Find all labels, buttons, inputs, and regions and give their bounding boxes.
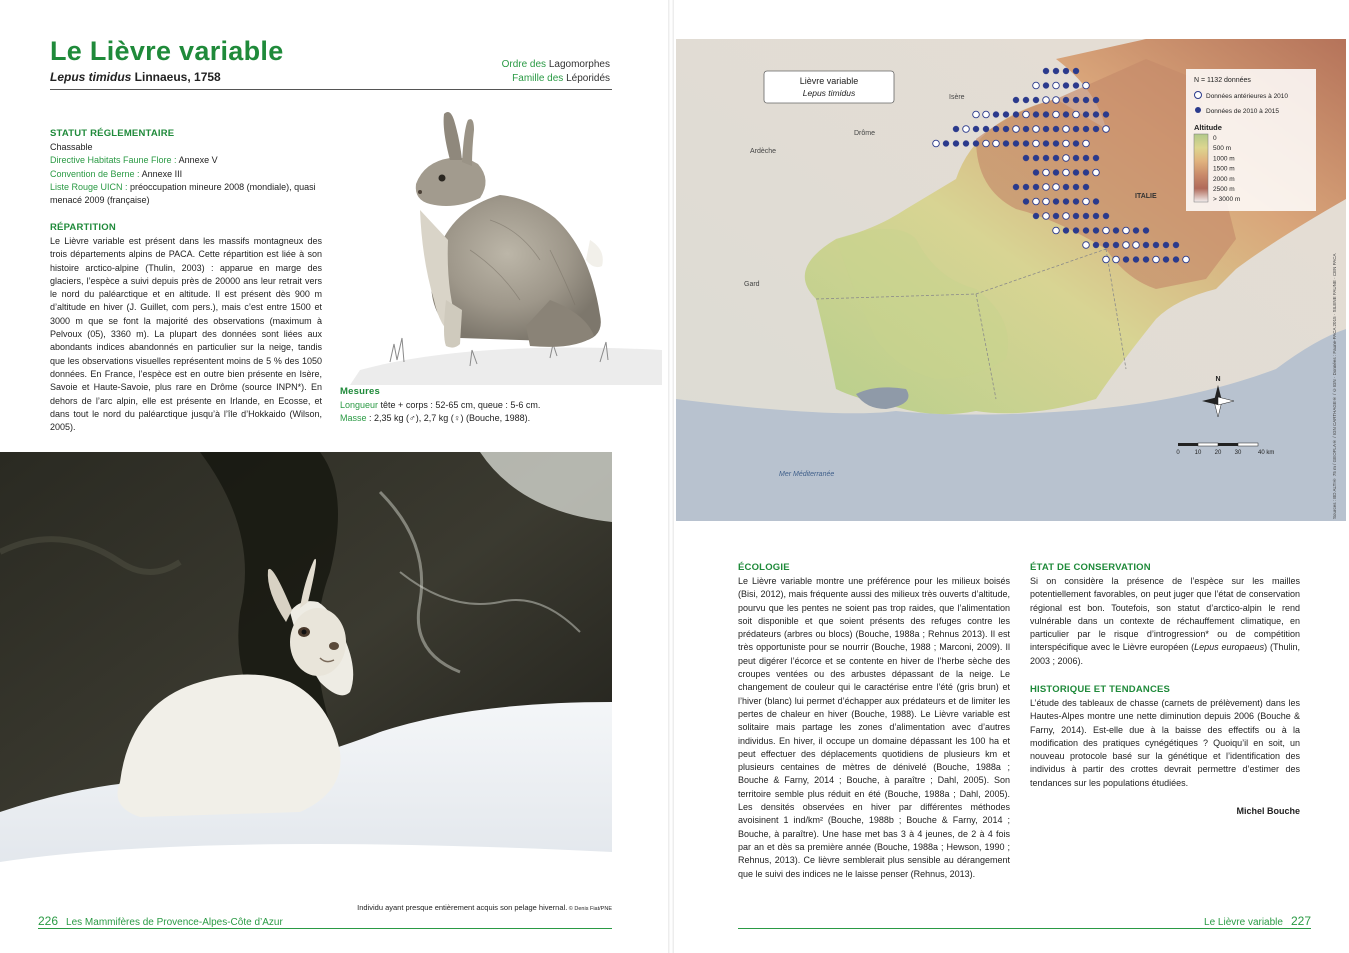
occurrence-dot [1033,112,1039,118]
occurrence-dot [1033,184,1039,190]
occurrence-dot [1073,184,1079,190]
dhff-label: Directive Habitats Faune Flore : [50,155,177,166]
repartition-section [50,222,322,434]
occurrence-dot [1053,199,1059,205]
occurrence-dot [1053,97,1060,104]
legend-after: Données de 2010 à 2015 [1206,108,1280,115]
occurrence-dot [1063,184,1069,190]
occurrence-dot [973,141,979,147]
etat-text-end: ) (Thulin, 2003 ; 2006). [1030,642,1300,666]
occurrence-dot [1043,213,1050,220]
berne-label: Convention de Berne : [50,168,140,179]
distribution-map [676,39,1346,521]
occurrence-dot [1063,97,1069,103]
label-drome: Drôme [854,130,876,137]
occurrence-dot [1073,97,1079,103]
occurrence-dot [1123,257,1129,263]
family-value: Léporidés [566,73,610,84]
occurrence-dot [1013,112,1019,118]
occurrence-dot [1043,155,1049,161]
legend-before-dot [1195,92,1202,99]
hare-illustration [350,100,662,385]
etat-latin: Lepus europaeus [1194,642,1265,653]
order-line [502,58,610,72]
photo-caption [300,903,612,912]
occurrence-dot [1053,213,1059,219]
ecologie-section [738,562,1010,881]
altitude-tick-label: 2000 m [1213,175,1235,183]
altitude-tick-label: 1500 m [1213,165,1235,173]
legend-after-dot [1195,107,1201,113]
occurrence-dot [993,140,1000,147]
occurrence-dot [1063,112,1069,118]
occurrence-dot [933,140,940,147]
scale-tick-label: 10 [1194,450,1202,456]
occurrence-dot [1103,112,1109,118]
occurrence-dot [963,126,970,133]
occurrence-dot [1013,184,1019,190]
berne-value: Annexe III [139,168,183,179]
occurrence-dot [1073,141,1079,147]
occurrence-dot [1013,126,1020,133]
etat-text-main: Si on considère la présence de l’espèce sur les mailles potentiellement favorables, on peut juger que l’état de conservation régional est bon. Toutefois, son statut d’arctico-alpin le rend vulnérable dans un contexte de réchauffement climatique, en particulier par le risque d’introgression* ou de compétition interspécifique avec le Lièvre européen ( [1030,576,1300,653]
occurrence-dot [983,111,990,118]
occurrence-dot [953,126,959,132]
occurrence-dot [1073,155,1079,161]
occurrence-dot [1083,112,1089,118]
occurrence-dot [1173,257,1179,263]
occurrence-dot [1033,198,1040,205]
occurrence-dot [1033,170,1039,176]
occurrence-dot [1093,112,1099,118]
occurrence-dot [1063,228,1069,234]
occurrence-dot [1083,82,1090,89]
occurrence-dot [1093,97,1099,103]
occurrence-dot [1103,227,1110,234]
occurrence-dot [1013,97,1019,103]
order-value: Lagomorphes [548,59,610,70]
statut-heading: STATUT RÉGLEMENTAIRE [50,128,175,139]
species-footer: Le Lièvre variable [1204,917,1283,928]
occurrence-dot [1083,213,1089,219]
occurrence-dot [1123,242,1130,249]
family-line [502,72,610,86]
latin-author: Linnaeus, 1758 [131,70,221,84]
occurrence-dot [1103,242,1109,248]
map-legend [1186,69,1316,211]
occurrence-dot [973,126,979,132]
repartition-heading: RÉPARTITION [50,222,116,233]
occurrence-dot [1083,140,1090,147]
occurrence-dot [1113,228,1119,234]
occurrence-dot [1043,126,1049,132]
masse-value: : 2,35 kg (♂), 2,7 kg (♀) (Bouche, 1988). [366,413,531,424]
map-credit: Sources : BD ALTI® 75 m / GEOFLA® / IGN CARTHAGE® / ©IGN · Données : Faune-PACA 2015 · SILENE FAUNE · CEN PACA [1332,253,1337,519]
map-title-box [764,71,894,103]
occurrence-dot [1023,97,1029,103]
occurrence-dot [1073,126,1079,132]
occurrence-dot [1063,126,1070,133]
title-divider [50,89,612,90]
occurrence-dot [1023,126,1029,132]
statut-line-dhff [50,154,340,167]
occurrence-dot [1183,256,1190,263]
occurrence-dot [1003,126,1009,132]
etat-heading: ÉTAT DE CONSERVATION [1030,562,1151,573]
occurrence-dot [1093,199,1099,205]
label-ardeche: Ardèche [750,148,777,155]
occurrence-dot [1133,257,1139,263]
occurrence-dot [1093,228,1099,234]
occurrence-dot [1073,199,1079,205]
occurrence-dot [1043,112,1049,118]
legend-n: N = 1132 données [1194,77,1251,84]
occurrence-dot [1083,170,1089,176]
label-gard: Gard [744,281,760,288]
occurrence-dot [1003,112,1009,118]
etat-text [1030,575,1300,668]
label-isere: Isère [949,94,965,101]
occurrence-dot [1163,257,1169,263]
occurrence-dot [1033,140,1040,147]
occurrence-dot [1053,227,1060,234]
occurrence-dot [1033,82,1040,89]
occurrence-dot [1063,68,1069,74]
occurrence-dot [1173,242,1179,248]
photo-credit: © Denis Fiat/PNE [567,906,612,912]
occurrence-dot [1033,126,1040,133]
uicn-label: Liste Rouge UICN : [50,181,128,192]
statut-line-uicn [50,181,340,208]
occurrence-dot [1083,126,1089,132]
occurrence-dot [1043,68,1049,74]
occurrence-dot [1143,257,1149,263]
map-canvas [676,39,1346,521]
historique-text: L’étude des tableaux de chasse (carnets de prélèvement) dans les Hautes-Alpes montre une nette diminution depuis 2006 (Bouche & Farny, 2014). Est-elle due à la baisse des effectifs ou à la modification des pratiques cynégétiques ? Quoiqu’il en soit, un nouveau protocole basé sur la génétique et l’identification des individus à partir des crottes devrait permettre d’estimer des tendances sur les populations étudiées. [1030,698,1300,788]
mesures-section [340,386,610,426]
longueur-label: Longueur [340,400,379,410]
occurrence-dot [1073,228,1079,234]
occurrence-dot [1073,170,1079,176]
occurrence-dot [953,141,959,147]
occurrence-dot [1053,82,1060,89]
altitude-tick-label: 500 m [1213,145,1232,153]
occurrence-dot [1033,155,1039,161]
occurrence-dot [1153,256,1160,263]
historique-heading: HISTORIQUE ET TENDANCES [1030,684,1171,695]
occurrence-dot [1053,155,1059,161]
photo-caption-text: Individu ayant presque entièrement acquis son pelage hivernal. [357,903,568,912]
occurrence-dot [1053,170,1059,176]
ecologie-heading: ÉCOLOGIE [738,562,790,573]
occurrence-dot [1143,242,1149,248]
hare-snow-photo [0,452,612,900]
left-page [0,0,668,953]
longueur-value: tête + corps : 52-65 cm, queue : 5-6 cm. [378,400,541,410]
family-label: Famille des [512,73,564,84]
occurrence-dot [1103,256,1110,263]
scale-tick-label: 20 [1214,450,1222,456]
right-footer-rule [738,928,1311,929]
occurrence-dot [1133,228,1139,234]
altitude-tick-label: > 3000 m [1213,196,1241,204]
scale-tick-label: 0 [1176,450,1180,456]
occurrence-dot [1083,242,1090,249]
occurrence-dot [1043,198,1050,205]
occurrence-dot [1163,242,1169,248]
occurrence-dot [1073,68,1079,74]
altitude-tick-label: 1000 m [1213,155,1235,163]
occurrence-dot [1033,97,1039,103]
occurrence-dot [1023,184,1029,190]
occurrence-dot [1043,83,1049,89]
occurrence-dot [1063,169,1070,176]
uicn-value: préoccupation mineure 2008 (mondiale), quasi menacé 2009 (française) [50,181,316,206]
latin-binomial: Lepus timidus [50,70,132,84]
occurrence-dot [1023,155,1029,161]
altitude-ramp [1194,134,1208,202]
occurrence-dot [1053,68,1059,74]
species-title: Le Lièvre variable [50,36,284,66]
occurrence-dot [943,141,949,147]
etat-section [1030,562,1300,668]
author-signature: Michel Bouche [1236,806,1300,816]
mesures-masse [340,412,610,425]
map-subtitle: Lepus timidus [802,88,856,98]
occurrence-dot [983,126,989,132]
occurrence-dot [1003,141,1009,147]
occurrence-dot [1073,213,1079,219]
occurrence-dot [1143,228,1149,234]
occurrence-dot [1023,141,1029,147]
mesures-longueur [340,399,610,412]
repartition-text: Le Lièvre variable est présent dans les massifs montagneux des trois départements alpins de PACA. Cette répartition est liée à son histoire arctico-alpine (Thulin, 2003) : apparue en marge des glaciers, l’espèce a suivi depuis près de 20000 ans leur retrait vers le nord du paléarctique et en altitude. Il est présent dès 900 m d’altitude en hiver (J. Guillet, com pers.), mais c’est entre 1500 et 3000 m que se font la majorité des observations (maximum à Pelvoux (05), 3360 m). La plupart des données sont liées aux abondants indices abandonnés en particulier sur la neige, tandis que les observations visuelles représentent moins de 5 % des 1050 données. En France, l’espèce est en outre bien présente en Isère, Savoie et Haute-Savoie, plus rare en Drôme (source INPN*). En dehors de l’arc alpin, elle est présente en Irlande, en Ecosse, et dans tout le nord du paléarctique jusqu’à l’île d’Hokkaido (Wilson, 2005). [50,236,322,433]
occurrence-dot [1023,199,1029,205]
altitude-tick-label: 2500 m [1213,186,1235,193]
label-italie: ITALIE [1135,193,1157,200]
occurrence-dot [1093,242,1099,248]
occurrence-dot [983,140,990,147]
occurrence-dot [1113,242,1119,248]
occurrence-dot [1043,169,1050,176]
mesures-heading: Mesures [340,386,380,397]
occurrence-dot [1063,199,1069,205]
occurrence-dot [1153,242,1159,248]
latin-name [50,70,221,84]
ecologie-text: Le Lièvre variable montre une préférence pour les milieux boisés (Bisi, 2012), mais fréquente aussi des milieux très ouverts d’altitude, pourvu que les pentes ne soient pas trop raides, que l’alimentation soit disponible et que soient présents des refuges contre les prédateurs (arbres ou blocs) (Bouche, 1988a ; Rehnus 2013). Il est très opportuniste pour se nourrir (Bouche, 1988 ; Marconi, 2009). Il peut digérer l’écorce et se contente en hiver de l’herbe sèche des croupes ventées ou des arbustes dépassant de la neige. Le changement de couleur qui le caractérise entre l’été (gris brun) et l’hiver (blanc) lui permet d’échapper aux prédateurs et de limiter les pertes de chaleur en hiver (Bouche, 1988). Le Lièvre variable est solitaire mais partage les zones d’alimentation avec d’autres individus. En hiver, il occupe un domaine dépassant les 100 ha et peut effectuer des déplacements quotidiens de plusieurs km et plusieurs centaines de mètres de dénivelé (Bouche, 1988a ; Bouche & Farny, 2014 ; Bouche, à paraître ; Dahl, 2005). Son territoire semble plus réduit en été (Bouche, 1988a ; Dahl, 2005). Les densités observées en hiver par différentes méthodes avoisinent 1 ind/km² (Bouche, 1988b ; Bouche & Farny, 2014 ; Bouche, à paraître). Une hase met bas 3 à 4 jeunes, de 2 à 4 fois par an et dès sa première année (Bouche, 1988a ; Hewson, 1990 ; Rehnus, 2013). Ce lièvre semblerait plus sensible au dérangement que le suivi des indices ne le laisse penser (Rehnus, 2013). [738,576,1010,879]
altitude-title: Altitude [1194,123,1222,132]
occurrence-dot [963,141,969,147]
dhff-value: Annexe V [176,155,218,166]
occurrence-dot [1083,228,1089,234]
occurrence-dot [1083,155,1089,161]
occurrence-dot [1063,155,1070,162]
legend-before: Données antérieures à 2010 [1206,93,1289,100]
historique-section [1030,684,1300,790]
occurrence-dot [973,111,980,118]
occurrence-dot [1083,97,1089,103]
occurrence-dot [1123,227,1130,234]
map-title: Lièvre variable [799,76,859,86]
occurrence-dot [1133,242,1140,249]
statut-line-berne [50,168,340,181]
occurrence-dot [1023,111,1030,118]
left-footer-rule [38,928,612,929]
right-folio [1204,914,1311,928]
occurrence-dot [1053,184,1060,191]
occurrence-dot [1063,213,1070,220]
scale-tick-label: 40 km [1258,450,1275,456]
occurrence-dot [1053,141,1059,147]
taxonomy-block [502,58,610,86]
occurrence-dot [1093,126,1099,132]
occurrence-dot [1053,111,1060,118]
occurrence-dot [1073,111,1080,118]
masse-label: Masse [340,413,367,424]
north-label: N [1215,376,1221,383]
occurrence-dot [993,112,999,118]
altitude-tick-label: 0 [1213,135,1217,142]
scale-tick-label: 30 [1234,450,1242,456]
page-number-right: 227 [1290,914,1311,928]
occurrence-dot [1063,83,1069,89]
occurrence-dot [1113,256,1120,263]
occurrence-dot [1093,155,1099,161]
occurrence-dot [1103,213,1109,219]
occurrence-dot [1013,141,1019,147]
occurrence-dot [1103,126,1110,133]
page-number-left: 226 [38,914,59,928]
right-page [674,0,1349,953]
occurrence-dot [1083,184,1089,190]
statut-line-chassable: Chassable [50,142,93,152]
label-mer: Mer Méditerranée [779,471,835,478]
occurrence-dot [1043,141,1049,147]
occurrence-dot [1083,198,1090,205]
occurrence-dot [1053,126,1059,132]
occurrence-dot [993,126,999,132]
occurrence-dot [1043,97,1050,104]
statut-section [50,128,340,207]
book-title-footer: Les Mammifères de Provence-Alpes-Côte d’Azur [66,917,283,928]
occurrence-dot [1073,83,1079,89]
occurrence-dot [1033,213,1039,219]
occurrence-dot [1093,169,1100,176]
left-folio [38,914,283,928]
order-label: Ordre des [501,59,547,70]
occurrence-dot [1063,140,1070,147]
occurrence-dot [1043,184,1050,191]
occurrence-dot [1093,213,1099,219]
